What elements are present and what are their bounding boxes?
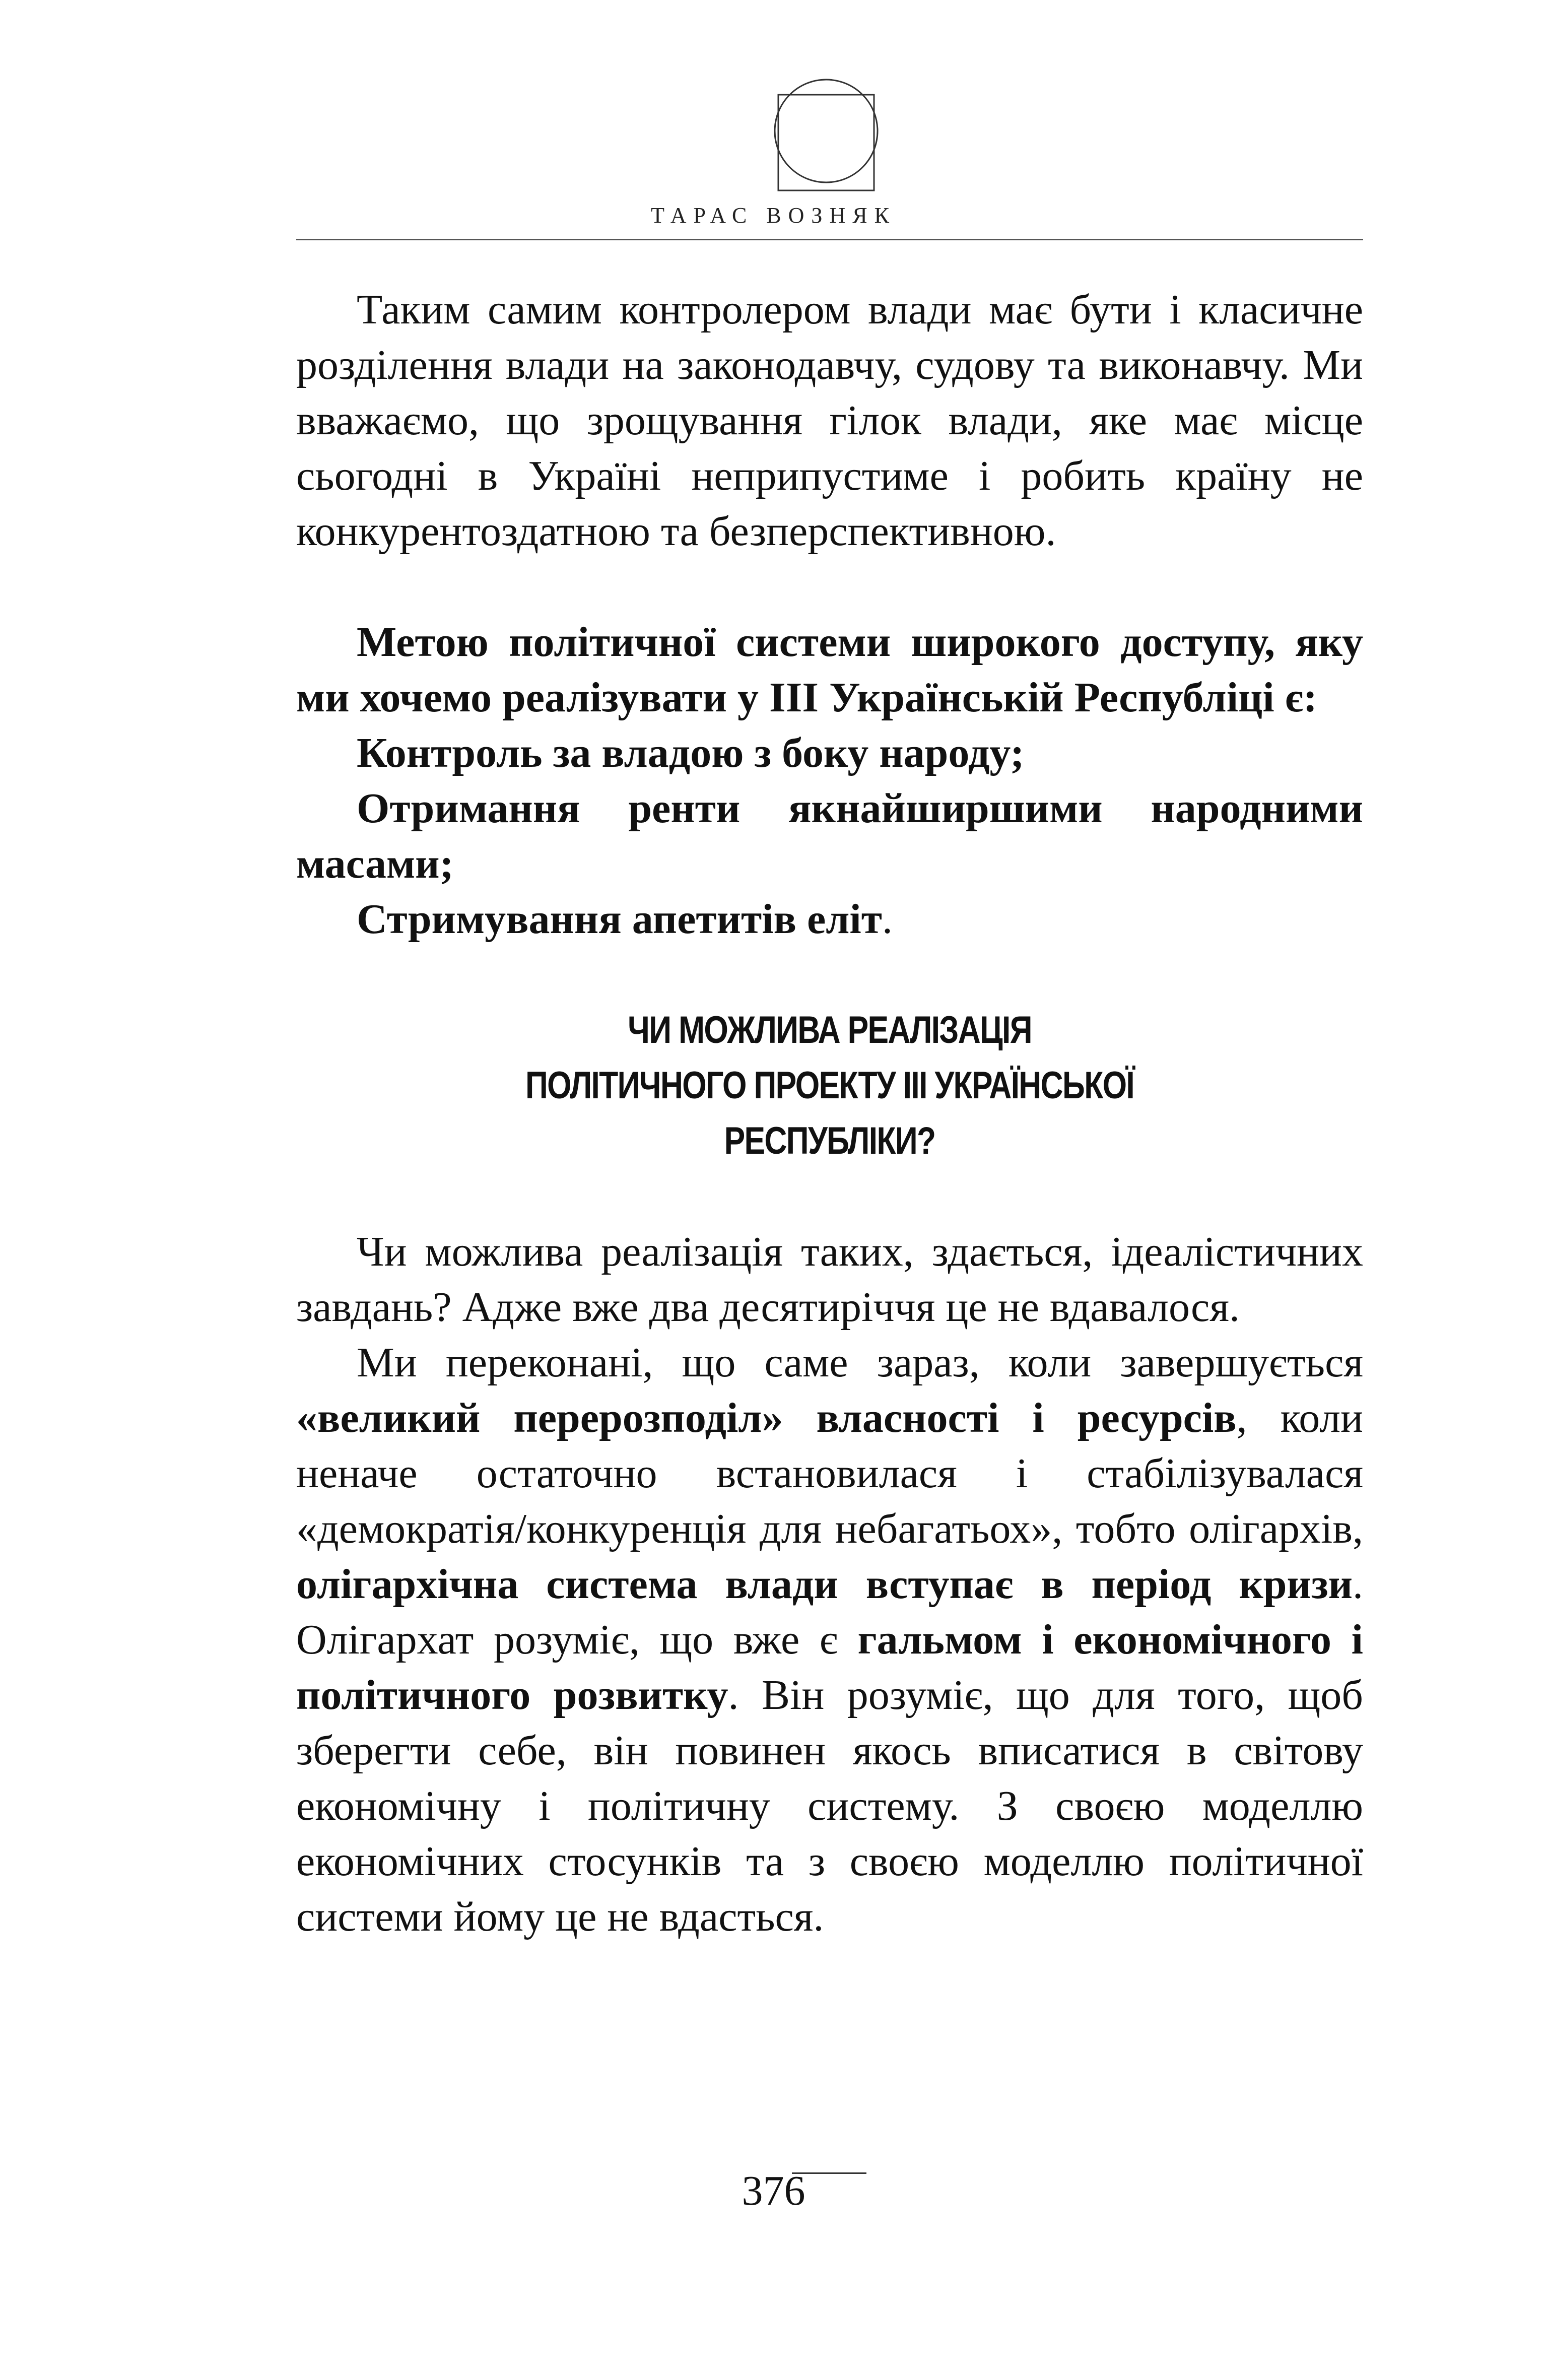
emphasis-brake-on-development: гальмом і економічного і політичного розвитку xyxy=(296,1616,1363,1718)
paragraph-6: Чи можлива реалізація таких, здається, ідеалістичних завдань? Адже вже два десятиріччя це не вдавалося. xyxy=(296,1228,1363,1331)
paragraph-2: Метою політичної системи широкого доступу, яку ми хочемо реалізувати у ІІІ Українській Республіці є: xyxy=(296,619,1363,721)
paragraph-1: Таким самим контролером влади має бути і класичне розділення влади на законодавчу, судову та виконавчу. Ми вважаємо, що зрощування гілок влади, яке має місце сьогодні в Україні неприпустиме і робить країну не конкурентоздатною та безперспективною. xyxy=(296,286,1363,555)
author-emblem-icon xyxy=(766,71,887,191)
section-heading-line-1: ЧИ МОЖЛИВА РЕАЛІЗАЦІЯ xyxy=(628,1009,1032,1051)
paragraph-5 xyxy=(296,892,1363,947)
paragraph-4: Отримання ренти якнайширшими народними масами; xyxy=(296,785,1363,887)
emphasis-oligarchic-crisis: олігархічна система влади вступає в період кризи xyxy=(296,1561,1353,1608)
running-head: ТАРАС ВОЗНЯК xyxy=(651,203,896,228)
page-body xyxy=(296,282,1363,1945)
paragraph-3: Контроль за владою з боку народу; xyxy=(357,730,1025,776)
emphasis-redistribution: «великий перерозподіл» власності і ресурсів xyxy=(296,1395,1237,1441)
paragraph-5-tail: . xyxy=(882,896,893,943)
paragraph-5-bold: Стримування апетитів еліт xyxy=(357,896,882,943)
page-number: 376 xyxy=(742,2167,805,2214)
section-heading-line-3: РЕСПУБЛІКИ? xyxy=(724,1119,935,1162)
section-heading-line-2: ПОЛІТИЧНОГО ПРОЕКТУ ІІІ УКРАЇНСЬКОЇ xyxy=(525,1064,1134,1107)
header-divider xyxy=(296,239,1363,240)
paragraph-7: Ми переконані, що саме зараз, коли завершується «великий перерозподіл» власності і ресурсів, коли неначе остаточно встановилася і стабілізувалася «демократія/конкуренція для небагатьох», тобто олігархів, олігархічна система влади вступає в період кризи. Олігархат розуміє, що вже є гальмом і економічного і політичного розвитку. Він розуміє, що для того, щоб зберегти себе, він повинен якось вписатися в світову економічну і політичну систему. З своєю моделлю економічних стосунків та з своєю моделлю політичної системи йому це не вдасться. xyxy=(296,1339,1363,1940)
